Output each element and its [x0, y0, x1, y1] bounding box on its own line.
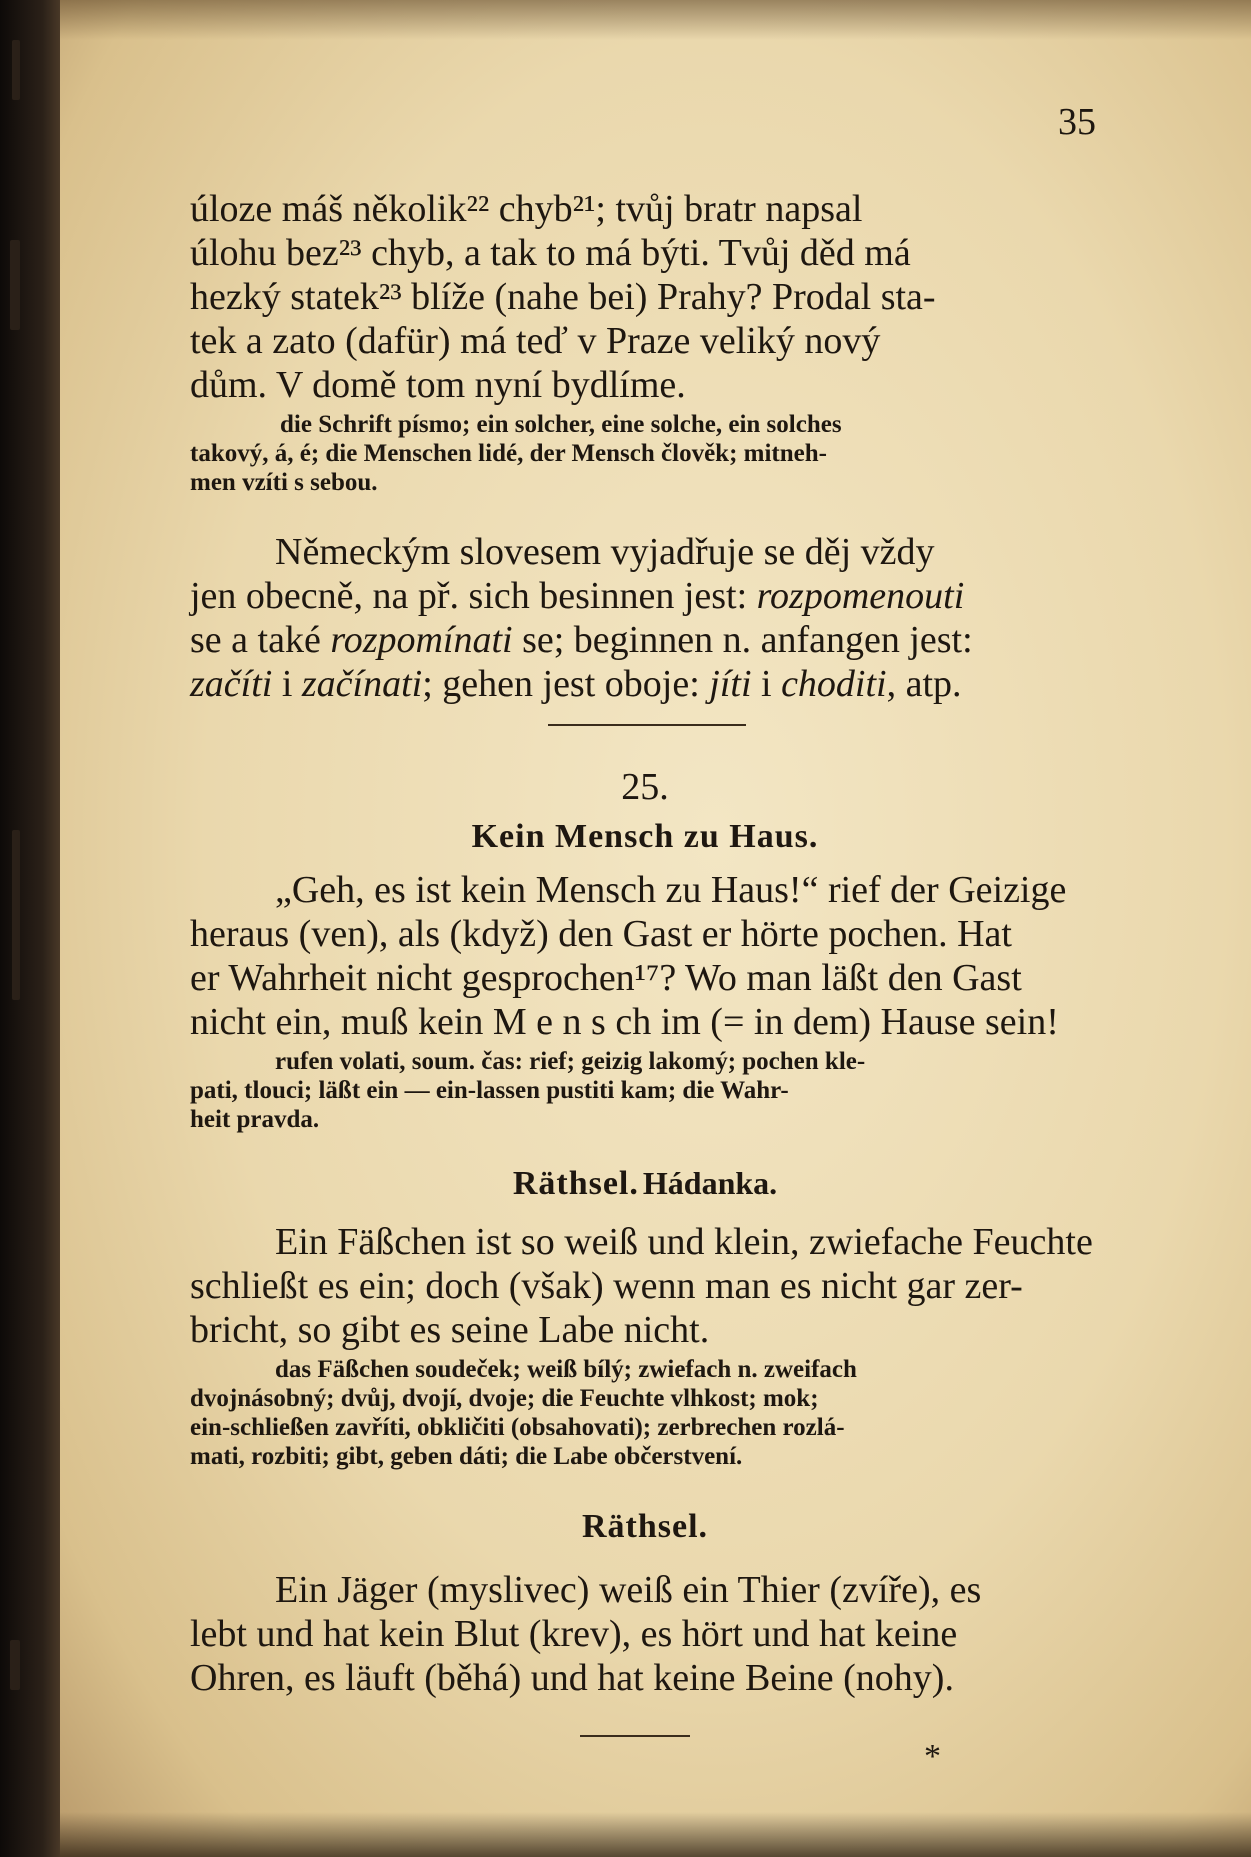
story-paragraph	[190, 868, 1100, 1044]
riddle-title-de: Räthsel.	[512, 1165, 639, 1202]
vocab-line: heit pravda.	[190, 1106, 320, 1133]
riddle-heading	[190, 1165, 1100, 1203]
text-line: schließt es ein; doch (však) wenn man es nicht gar zer-	[190, 1265, 1023, 1307]
vocab-line: das Fäßchen soudeček; weiß bílý; zwiefach n. zweifach	[275, 1356, 857, 1383]
text-line: „Geh, es ist kein Mensch zu Haus!“ rief der Geizige	[275, 869, 1067, 911]
vocab-line: mati, rozbiti; gibt, geben dáti; die Labe občerstvení.	[190, 1443, 743, 1470]
text-line	[190, 618, 1100, 662]
vocab-line: rufen volati, soum. čas: rief; geizig lakomý; pochen kle-	[275, 1048, 866, 1075]
text-line: hezký statek²³ blíže (nahe bei) Prahy? Prodal sta-	[190, 276, 936, 318]
riddle-paragraph-2	[190, 1568, 1100, 1700]
footer-asterisk: *	[924, 1738, 941, 1775]
vocab-line: men vzíti s sebou.	[190, 469, 378, 496]
text-line: dům. V domě tom nyní bydlíme.	[190, 364, 686, 406]
paragraph-exercise	[190, 187, 1100, 407]
riddle-title-cs: Hádanka.	[642, 1165, 778, 1201]
vocab-line: die Schrift písmo; ein solcher, eine solche, ein solches	[280, 411, 842, 438]
text-line: lebt und hat kein Blut (krev), es hört und hat keine	[190, 1613, 958, 1655]
riddle-heading-2: Räthsel.	[581, 1508, 709, 1545]
section-number: 25.	[621, 766, 669, 808]
section-title: Kein Mensch zu Haus.	[471, 818, 819, 855]
riddle-paragraph-1	[190, 1220, 1100, 1352]
text-line: úloze máš několik²² chyb²¹; tvůj bratr napsal	[190, 188, 863, 230]
vocab-line: takový, á, é; die Menschen lidé, der Mensch člověk; mitneh-	[190, 440, 827, 467]
vocabulary-note-3	[190, 1355, 1100, 1471]
vocab-line: ein-schließen zavříti, obkličiti (obsahovati); zerbrechen rozlá-	[190, 1414, 845, 1441]
text-line	[190, 574, 1100, 618]
end-divider	[580, 1735, 690, 1737]
text-span: i	[272, 663, 302, 705]
text-span: i	[751, 663, 782, 705]
text-line: er Wahrheit nicht gesprochen¹⁷? Wo man läßt den Gast	[190, 957, 1022, 999]
paragraph-grammar-note	[190, 530, 1100, 706]
page-number: 35	[1058, 101, 1096, 143]
italic-term: rozpomenouti	[756, 575, 965, 617]
text-span: ; gehen jest oboje:	[422, 663, 710, 705]
vocab-line: pati, tlouci; läßt ein — ein-lassen pustiti kam; die Wahr-	[190, 1077, 789, 1104]
text-line: úlohu bez²³ chyb, a tak to má býti. Tvůj děd má	[190, 232, 911, 274]
italic-term: choditi	[781, 663, 887, 705]
section-divider	[548, 724, 746, 726]
text-line: Ohren, es läuft (běhá) und hat keine Beine (nohy).	[190, 1657, 954, 1699]
vocab-line: dvojnásobný; dvůj, dvojí, dvoje; die Feuchte vlhkost; mok;	[190, 1385, 819, 1412]
text-line: tek a zato (dafür) má teď v Praze veliký nový	[190, 320, 881, 362]
text-line: heraus (ven), als (když) den Gast er hörte pochen. Hat	[190, 913, 1012, 955]
vocabulary-note-2	[190, 1047, 1100, 1134]
text-line: Ein Jäger (myslivec) weiß ein Thier (zvíře), es	[275, 1569, 982, 1611]
text-line: Ein Fäßchen ist so weiß und klein, zwiefache Feuchte	[275, 1221, 1093, 1263]
italic-term: jíti	[709, 663, 752, 705]
text-line: nicht ein, muß kein M e n s ch im (= in dem) Hause sein!	[190, 1001, 1059, 1043]
text-line: bricht, so gibt es seine Labe nicht.	[190, 1309, 710, 1351]
vocabulary-note-1	[190, 410, 1100, 497]
text-span: se a také	[190, 619, 331, 661]
text-line	[190, 662, 1100, 706]
text-span: se; beginnen n. anfangen jest:	[512, 619, 973, 661]
text-span: jen obecně, na př. sich besinnen jest:	[190, 575, 757, 617]
italic-term: rozpomínati	[330, 619, 513, 661]
text-line: Německým slovesem vyjadřuje se děj vždy	[275, 531, 935, 573]
italic-term: začíti	[190, 663, 273, 705]
italic-term: začínati	[301, 663, 423, 705]
text-span: , atp.	[886, 663, 962, 705]
